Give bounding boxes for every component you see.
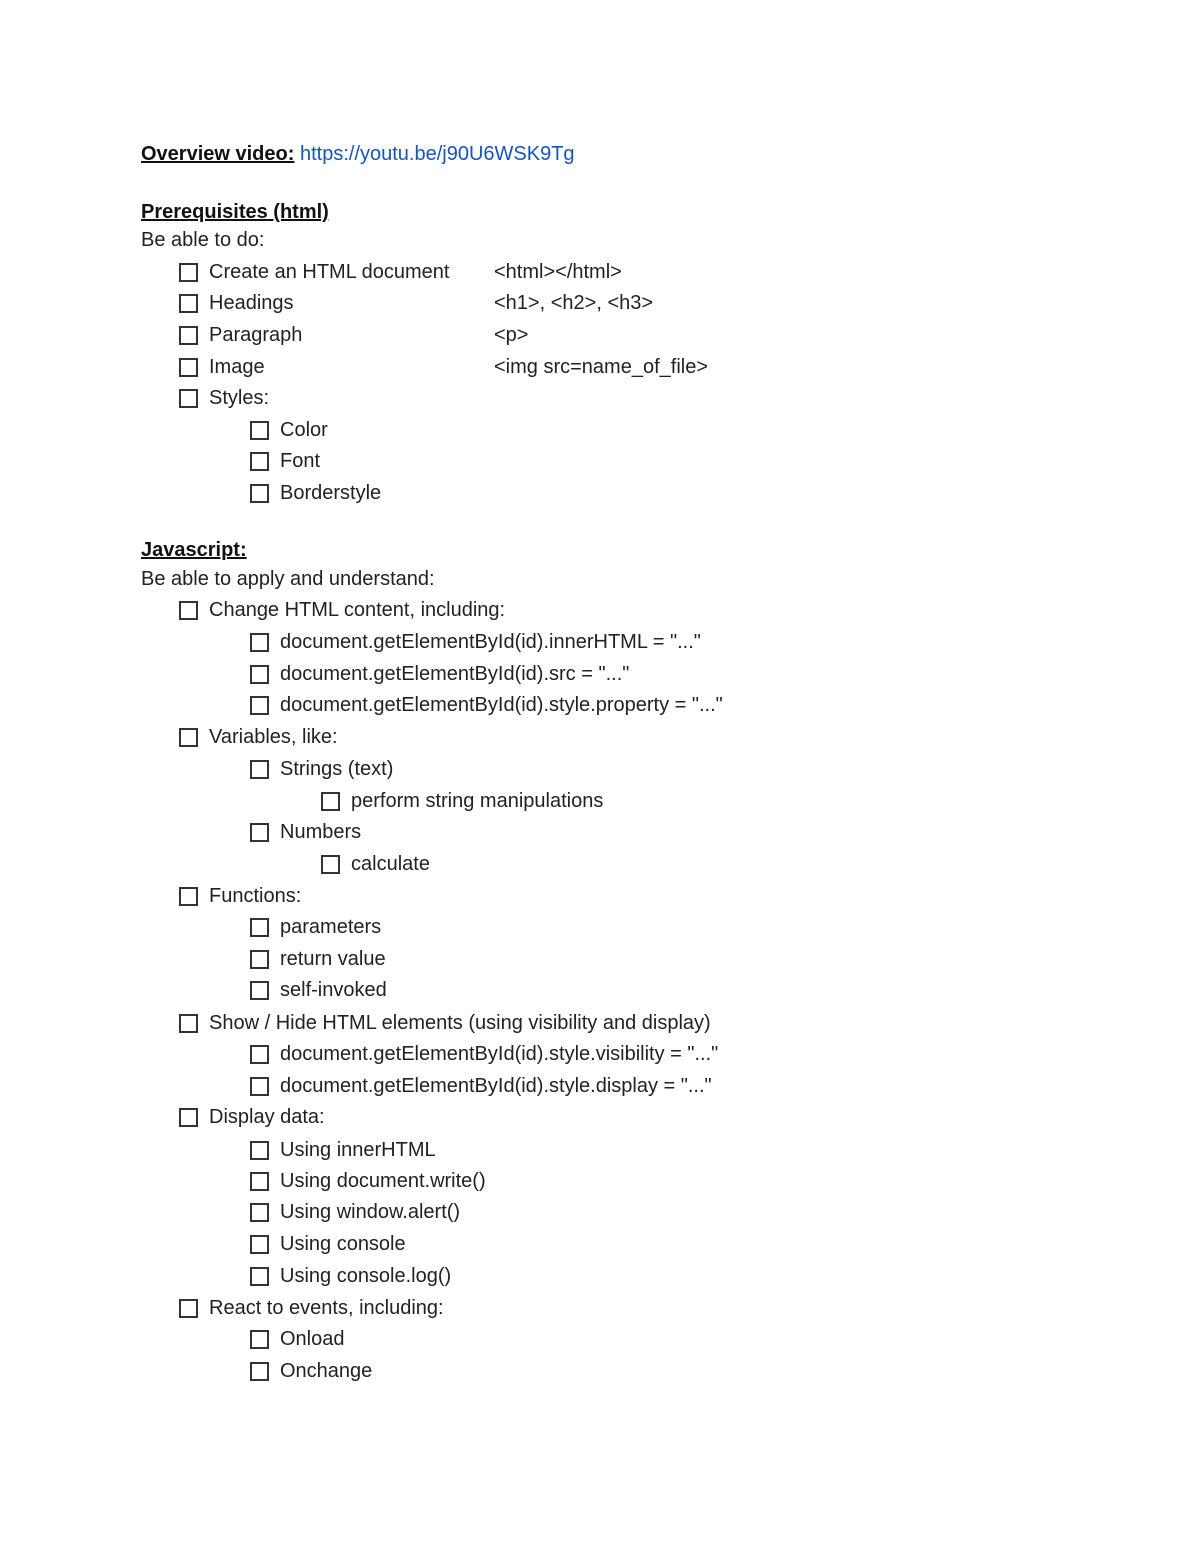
item-label: Headings: [209, 292, 294, 314]
checkbox-icon[interactable]: [250, 633, 269, 652]
prerequisites-heading: Prerequisites (html): [141, 201, 329, 223]
checklist-subitem[interactable]: [250, 1169, 486, 1193]
checklist-subsubitem[interactable]: [321, 852, 430, 876]
checkbox-icon[interactable]: [250, 950, 269, 969]
item-label: React to events, including:: [209, 1297, 444, 1319]
checklist-item[interactable]: [179, 291, 294, 315]
checkbox-icon[interactable]: [250, 1267, 269, 1286]
item-label: Numbers: [280, 821, 362, 843]
item-label: parameters: [280, 916, 382, 938]
checkbox-icon[interactable]: [250, 981, 269, 1000]
checklist-subitem[interactable]: [250, 662, 629, 686]
checkbox-icon[interactable]: [250, 918, 269, 937]
checklist-item[interactable]: [179, 1011, 711, 1035]
item-label: Styles:: [209, 387, 270, 409]
checklist-item[interactable]: [179, 323, 302, 347]
item-label: Image: [209, 356, 265, 378]
checklist-subitem[interactable]: [250, 1042, 718, 1066]
checkbox-icon[interactable]: [250, 1203, 269, 1222]
checklist-subitem[interactable]: [250, 820, 361, 844]
checklist-subitem[interactable]: [250, 1232, 406, 1256]
item-label: Variables, like:: [209, 726, 338, 748]
checkbox-icon[interactable]: [250, 484, 269, 503]
item-code: <p>: [494, 324, 529, 346]
checklist-item[interactable]: [179, 355, 265, 379]
checklist-subitem[interactable]: [250, 1359, 372, 1383]
checklist-subitem[interactable]: [250, 630, 701, 654]
item-label: Borderstyle: [280, 482, 382, 504]
checklist-subitem[interactable]: [250, 978, 387, 1002]
checkbox-icon[interactable]: [250, 1141, 269, 1160]
item-label: Show / Hide HTML elements (using visibility and display): [209, 1012, 711, 1034]
checklist-subitem[interactable]: [250, 1200, 460, 1224]
checkbox-icon[interactable]: [250, 823, 269, 842]
checklist-item[interactable]: [179, 725, 338, 749]
item-code: <html></html>: [494, 261, 622, 283]
checkbox-icon[interactable]: [179, 728, 198, 747]
item-label: return value: [280, 948, 386, 970]
item-label: document.getElementById(id).innerHTML = "...": [280, 631, 701, 653]
checklist-item[interactable]: [179, 598, 505, 622]
checkbox-icon[interactable]: [179, 1014, 198, 1033]
javascript-heading: Javascript:: [141, 539, 247, 561]
checkbox-icon[interactable]: [250, 665, 269, 684]
item-label: Onchange: [280, 1360, 373, 1382]
item-label: Functions:: [209, 885, 302, 907]
item-label: document.getElementById(id).style.visibility = "...": [280, 1043, 719, 1065]
overview-line: [141, 142, 575, 166]
checkbox-icon[interactable]: [250, 1077, 269, 1096]
item-label: Font: [280, 450, 321, 472]
item-label: perform string manipulations: [351, 790, 604, 812]
checkbox-icon[interactable]: [179, 263, 198, 282]
item-label: Change HTML content, including:: [209, 599, 506, 621]
checklist-subitem[interactable]: [250, 947, 386, 971]
checkbox-icon[interactable]: [179, 887, 198, 906]
item-label: Using console: [280, 1233, 406, 1255]
item-label: document.getElementById(id).style.display = "...": [280, 1075, 712, 1097]
item-label: Color: [280, 419, 328, 441]
overview-label: Overview video:: [141, 143, 295, 165]
checkbox-icon[interactable]: [321, 855, 340, 874]
checkbox-icon[interactable]: [179, 1108, 198, 1127]
checkbox-icon[interactable]: [250, 1235, 269, 1254]
item-label: Onload: [280, 1328, 345, 1350]
checkbox-icon[interactable]: [321, 792, 340, 811]
item-label: document.getElementById(id).src = "...": [280, 663, 630, 685]
checkbox-icon[interactable]: [250, 1172, 269, 1191]
item-label: Strings (text): [280, 758, 394, 780]
checkbox-icon[interactable]: [250, 696, 269, 715]
checkbox-icon[interactable]: [179, 389, 198, 408]
item-label: Using innerHTML: [280, 1139, 436, 1161]
checklist-subitem[interactable]: [250, 1074, 712, 1098]
checklist-subitem[interactable]: [250, 1327, 345, 1351]
checklist-subitem[interactable]: [250, 1138, 436, 1162]
overview-video-link[interactable]: https://youtu.be/j90U6WSK9Tg: [299, 143, 575, 165]
checkbox-icon[interactable]: [179, 601, 198, 620]
checkbox-icon[interactable]: [179, 326, 198, 345]
checklist-item[interactable]: [179, 260, 449, 284]
prerequisites-intro: Be able to do:: [141, 229, 265, 251]
checkbox-icon[interactable]: [250, 421, 269, 440]
item-label: Using document.write(): [280, 1170, 486, 1192]
item-label: document.getElementById(id).style.property = "...": [280, 694, 723, 716]
checkbox-icon[interactable]: [179, 294, 198, 313]
checklist-subitem[interactable]: [250, 693, 723, 717]
javascript-intro: Be able to apply and understand:: [141, 568, 435, 590]
item-code: <img src=name_of_file>: [494, 356, 709, 378]
checklist-item[interactable]: [179, 884, 301, 908]
item-label: Using window.alert(): [280, 1201, 461, 1223]
checkbox-icon[interactable]: [250, 452, 269, 471]
checkbox-icon[interactable]: [250, 760, 269, 779]
checklist-item[interactable]: [179, 1296, 444, 1320]
item-code: <h1>, <h2>, <h3>: [494, 292, 654, 314]
item-label: Using console.log(): [280, 1265, 452, 1287]
item-label: calculate: [351, 853, 430, 875]
checkbox-icon[interactable]: [250, 1045, 269, 1064]
checklist-subitem[interactable]: [250, 418, 328, 442]
checklist-subitem[interactable]: [250, 1264, 451, 1288]
checklist-subsubitem[interactable]: [321, 789, 603, 813]
item-label: Create an HTML document: [209, 261, 450, 283]
item-label: self-invoked: [280, 979, 387, 1001]
checklist-subitem[interactable]: [250, 915, 381, 939]
item-label: Paragraph: [209, 324, 303, 346]
checklist-subitem[interactable]: [250, 481, 381, 505]
checklist-item[interactable]: [179, 386, 269, 410]
checkbox-icon[interactable]: [250, 1330, 269, 1349]
item-label: Display data:: [209, 1106, 325, 1128]
checkbox-icon[interactable]: [179, 1299, 198, 1318]
checklist-subitem[interactable]: [250, 449, 320, 473]
checkbox-icon[interactable]: [250, 1362, 269, 1381]
checklist-item[interactable]: [179, 1105, 325, 1129]
checkbox-icon[interactable]: [179, 358, 198, 377]
checklist-subitem[interactable]: [250, 757, 393, 781]
